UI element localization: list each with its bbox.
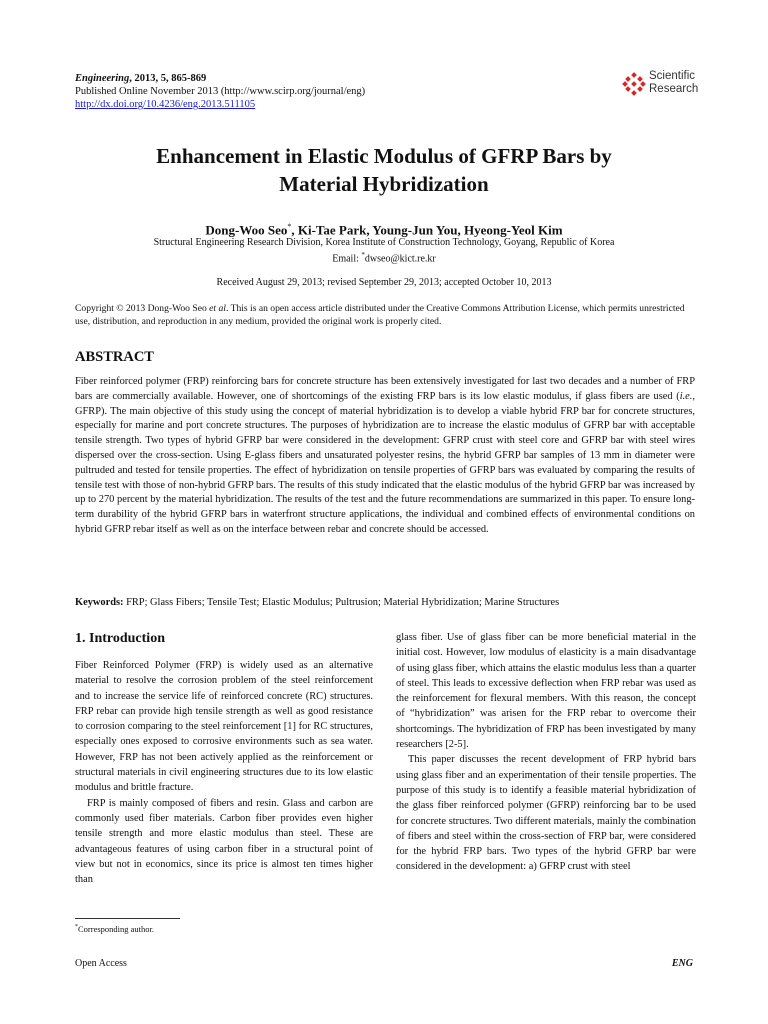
column-left (75, 630, 373, 887)
title-line-1: Enhancement in Elastic Modulus of GFRP Bars by (156, 144, 612, 168)
abstract-text (75, 375, 695, 538)
email-mark: * (361, 251, 365, 259)
footnote-divider (75, 918, 180, 919)
copyright-part1: Copyright © 2013 Dong-Woo Seo (75, 303, 210, 314)
copyright-part2: . This is an open access article distributed under the Creative Commons Attribution License, which permits unrestricted use, distribution, and reproduction in any medium, provided the original work is properly cited. (75, 303, 685, 327)
author-others: , Ki-Tae Park, Young-Jun You, Hyeong-Yeol Kim (291, 222, 563, 238)
journal-volume-pages: , 2013, 5, 865-869 (129, 73, 207, 84)
author-first: Dong-Woo Seo (205, 222, 288, 238)
publisher-name (649, 70, 698, 96)
email-label: Email: (332, 253, 362, 265)
intro-paragraph-4: This paper discusses the recent development of FRP hybrid bars using glass fiber and an experimentation of their tensile properties. The purpose of this study is to identify a feasible material hybridization of the glass fiber reinforced polymer (GFRP) reinforcing bar to be used for concrete structures. Two different materials, mainly the combination of fibers and steel within the cross-section of FRP bar, were considered for the hybrid FRP bars. Two types of the hybrid GFRP bar were considered in the development: a) GFRP crust with steel (396, 754, 696, 873)
section-heading-introduction: 1. Introduction (75, 631, 165, 646)
title-line-2: Material Hybridization (279, 172, 489, 196)
affiliation-block (75, 236, 693, 265)
scientific-research-logo-icon (622, 72, 646, 96)
publisher-name-line2: Research (649, 83, 699, 95)
intro-paragraph-2: FRP is mainly composed of fibers and resin. Glass and carbon are commonly used fiber materials. Carbon fiber provides even higher tensile strength and more elastic modulus than steel. These are advantageous features of using carbon fiber in a structural point of view but not in economics, since its price is almost ten times higher than (75, 797, 373, 886)
footnote-mark: * (75, 924, 78, 930)
published-online: Published Online November 2013 (http://www.scirp.org/journal/eng) (75, 86, 366, 97)
affiliation: Structural Engineering Research Division, Korea Institute of Construction Technology, Goyang, Republic of Korea (153, 237, 615, 248)
abstract-heading: ABSTRACT (75, 349, 154, 365)
footer-journal-abbrev: ENG (671, 958, 693, 969)
journal-header (75, 72, 365, 111)
paper-title (75, 142, 693, 198)
received-dates: Received August 29, 2013; revised September 29, 2013; accepted October 10, 2013 (216, 277, 552, 288)
email-address[interactable]: dwseo@kict.re.kr (364, 253, 436, 265)
doi-link[interactable]: http://dx.doi.org/10.4236/eng.2013.511105 (75, 99, 256, 110)
abstract-ie: i.e. (679, 390, 693, 402)
corresponding-mark: * (287, 222, 292, 231)
copyright-etal: et al (209, 303, 226, 314)
copyright-notice (75, 302, 695, 328)
footnote (75, 922, 154, 935)
keywords-label: Keywords: (75, 597, 124, 608)
keywords (75, 596, 695, 610)
intro-paragraph-3: glass fiber. Use of glass fiber can be more beneficial material in the initial cost. However, low modulus of elasticity is a main disadvantage of using glass fiber, which attains the elastic modulus less than a quarter of steel. This leads to excessive deflection when FRP rebar was used as the reinforcement for flexural members. With this reason, the concept of “hybridization” was arisen for the FRP rebar to overcome their shortcomings. The hybridization of FRP has been investigated by many researchers [2-5]. (396, 632, 696, 751)
intro-paragraph-1: Fiber Reinforced Polymer (FRP) is widely used as an alternative material to resolve the corrosion problem of the steel reinforcement and to increase the service life of reinforced concrete (RC) structures. FRP rebar can provide high tensile strength as well as good resistance to corrosion comparing to the steel reinforcement [1] for RC structures, especially ones exposed to corrosive environments such as sea water. However, FRP has not been actively applied as the reinforcement or structural materials in civil engineering structures due to its low elastic modulus and brittle fracture. (75, 660, 373, 794)
footnote-text: Corresponding author. (78, 923, 155, 934)
publisher-logo (622, 70, 712, 100)
column-right (396, 630, 696, 875)
keywords-list: FRP; Glass Fibers; Tensile Test; Elastic Modulus; Pultrusion; Material Hybridization; Marine Structures (123, 597, 560, 608)
footer-open-access: Open Access (75, 958, 127, 969)
publisher-name-line1: Scientific (649, 70, 696, 82)
abstract-part2: , GFRP). The main objective of this study using the concept of material hybridization is to develop a viable hybrid FRP bar for concrete structures, especially for marine and port concrete structures. The purposes of hybridization are to increase the elastic modulus of GFRP bar with acceptable tensile strength. Two types of hybrid GFRP bar were considered in the development: GFRP crust with steel core and GFRP bar with steel wires dispersed over the cross-section. Using E-glass fibers and unsaturated polyester resins, the hybrid GFRP bar samples of 13 mm in diameter were pultruded and tested for tensile properties. The effect of hybridization on tensile properties of GFRP bars was evaluated by comparing the results of tensile test with those of non-hybrid GFRP bars. The results of this study indicated that the elastic modulus of the hybrid GFRP bar was increased by up to 270 percent by the material hybridization. The results of the test and the future recommendations are summarized in this paper. To ensure long-term durability of the hybrid GFRP bars in waterfront structure applications, the individual and combined effects of environmental conditions on hybrid GFRP rebar itself as well as on the interface between rebar and concrete should be accessed. (75, 390, 695, 535)
abstract-part1: Fiber reinforced polymer (FRP) reinforcing bars for concrete structure has been extensively investigated for last two decades and a number of FRP bars are commercially available. However, one of shortcomings of the existing FRP bars is its low elastic modulus, if glass fibers are used ( (75, 376, 695, 402)
journal-name: Engineering (75, 73, 130, 84)
